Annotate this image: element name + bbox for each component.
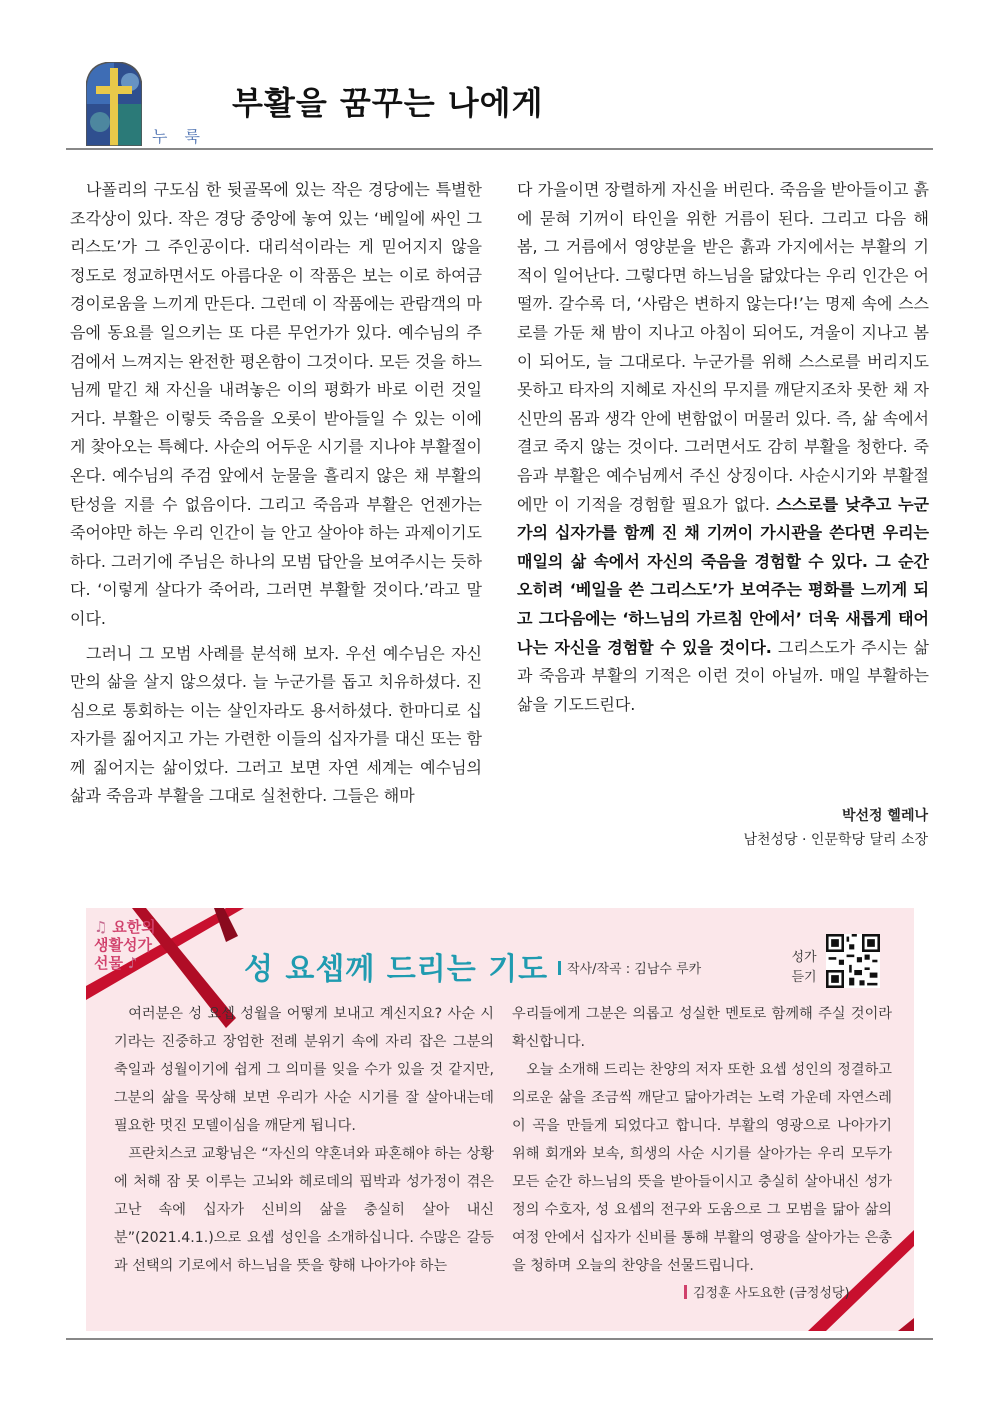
badge-line: 선물	[94, 954, 123, 972]
music-note-icon: ♫	[94, 918, 113, 936]
credit-text: 작사/작곡 : 김남수 루카	[567, 962, 702, 977]
author-name: 박선정 헬레나	[841, 808, 928, 824]
stained-glass-cross-icon	[86, 62, 142, 146]
article-emphasis: 스스로를 낮추고 누군가의 십자가를 함께 진 채 기꺼이 가시관을 쓴다면 우리는 매일의 삶 속에서 자신의 죽음을 경험할 수 있다. 그 순간 오히려 ‘베일을 쓴 그리스도’가 보여주는 평화를 느끼게 되고 그다음에는 ‘하느님의 가르침 안에서’ 더욱 새롭게 태어나는 자신을 경험할 수 있을 것이다.	[517, 494, 929, 657]
badge-line: 생활성가	[94, 936, 152, 954]
author-affiliation: 남천성당 · 인문학당 달리 소장	[743, 832, 928, 848]
top-divider	[66, 148, 933, 150]
qr-label: 성가 듣기	[791, 950, 817, 985]
badge-line: 요한의	[112, 918, 156, 936]
song-title: 성 요셉께 드리는 기도	[244, 952, 549, 987]
song-paragraph: 오늘 소개해 드리는 찬양의 저자 또한 요셉 성인의 정결하고 의로운 삶을 조금씩 깨닫고 닮아가려는 노력 가운데 자연스레 이 곡을 만들게 되었다고 합니다. 부활의 영광으로 나아가기 위해 회개와 보속, 희생의 사순 시기를 살아가는 우리 모두가 모든 순간 하느님의 뜻을 받아들이시고 충실히 살아내신 성가정의 수호자, 성 요셉의 전구와 도움으로 그 모범을 닮아 삶의 여정 안에서 십자가 신비를 통해 부활의 영광을 살아가는 은총을 청하며 오늘의 찬양을 선물드립니다.	[512, 1062, 892, 1274]
song-right-column	[512, 1000, 892, 1280]
section-label: 누 룩	[152, 127, 206, 146]
article-paragraph: 그러니 그 모범 사례를 분석해 보자. 우선 예수님은 자신만의 삶을 살지 않으셨다. 늘 누군가를 돕고 치유하셨다. 진심으로 통회하는 이는 살인자라도 용서하셨다. 한마디로 십자가를 짊어지고 가는 가련한 이들의 십자가를 대신 또는 함께 짊어지는 삶이었다. 그러고 보면 자연 세계는 예수님의 삶과 죽음과 부활을 그대로 실천한다. 그들은 해마	[70, 643, 482, 806]
article-text: 그리스도가 주시는 삶과 죽음과 부활의 기적은 이런 것이 아닐까. 매일 부활하는 삶을 기도드린다.	[517, 637, 929, 714]
article-left-column	[70, 176, 482, 811]
article-text: 다 가을이면 장렬하게 자신을 버린다. 죽음을 받아들이고 흙에 묻혀 기꺼이 타인을 위한 거름이 된다. 그리고 다음 해 봄, 그 거름에서 영양분을 받은 흙과 가지에서는 부활의 기적이 일어난다. 그렇다면 하느님을 닮았다는 우리 인간은 어떨까. 갈수록 더, ‘사람은 변하지 않는다!’는 명제 속에 스스로를 가둔 채 밤이 지나고 아침이 되어도, 겨울이 지나고 봄이 되어도, 늘 그대로다. 누군가를 위해 스스로를 버리지도 못하고 타자의 지혜로 자신의 무지를 깨닫지조차 못한 채 자신만의 몸과 생각 안에 변함없이 머물러 있다. 즉, 삶 속에서 결코 죽지 않는 것이다. 그러면서도 감히 부활을 청한다. 죽음과 부활은 예수님께서 주신 상징이다. 사순시기와 부활절에만 이 기적을 경험할 필요가 없다.	[517, 180, 929, 514]
article-paragraph	[517, 176, 929, 719]
song-credit	[558, 958, 701, 977]
song-left-column	[114, 1000, 494, 1280]
bottom-divider	[66, 1338, 933, 1340]
song-paragraph: 여러분은 성 요셉 성월을 어떻게 보내고 계신지요? 사순 시기라는 진중하고 장엄한 전례 분위기 속에 자리 잡은 그분의 축일과 성월이기에 쉽게 그 의미를 잊을 수가 있을 것 같지만, 그분의 삶을 묵상해 보면 우리가 사순 시기를 잘 살아내는데 필요한 멋진 모델이심을 깨닫게 됩니다.	[114, 1006, 494, 1134]
article-right-column	[517, 176, 929, 719]
song-gift-badge	[94, 918, 184, 972]
song-signature	[684, 1282, 850, 1301]
article-paragraph: 나폴리의 구도심 한 뒷골목에 있는 작은 경당에는 특별한 조각상이 있다. 작은 경당 중앙에 놓여 있는 ‘베일에 싸인 그리스도’가 그 주인공이다. 대리석이라는 게 믿어지지 않을 정도로 정교하면서도 아름다운 이 작품은 보는 이로 하여금 경이로움을 느끼게 만든다. 그런데 이 작품에는 관람객의 마음에 동요를 일으키는 또 다른 무언가가 있다. 예수님의 주검에서 느껴지는 완전한 평온함이 그것이다. 모든 것을 하느님께 맡긴 채 자신을 내려놓은 이의 평화가 바로 이런 것일 거다. 부활은 이렇듯 죽음을 오롯이 받아들일 수 있는 이에게 찾아오는 특혜다. 사순의 어두운 시기를 지나야 부활절이 온다. 예수님의 주검 앞에서 눈물을 흘리지 않은 채 부활의 탄성을 지를 수 없음이다. 그리고 죽음과 부활은 언젠가는 죽어야만 하는 우리 인간이 늘 안고 살아야 하는 과제이기도 하다. 그러기에 주님은 하나의 모범 답안을 보여주시는 듯하다. ‘이렇게 살다가 죽어라, 그러면 부활할 것이다.’라고 말이다.	[70, 180, 482, 628]
signature-marker	[684, 1285, 687, 1299]
music-note-icon: ♪	[122, 954, 138, 972]
song-paragraph: 프란치스코 교황님은 “자신의 약혼녀와 파혼해야 하는 상황에 처해 잠 못 이루는 고뇌와 헤로데의 핍박과 성가정이 겪은 고난 속에 십자가 신비의 삶을 충실히 살아 내신 분”(2021.4.1.)으로 요셉 성인을 소개하십니다. 수많은 갈등과 선택의 기로에서 하느님을 뜻을 향해 나아가야 하는	[114, 1146, 494, 1274]
author-block	[743, 804, 928, 852]
credit-marker	[558, 961, 561, 975]
qr-code-icon[interactable]	[826, 934, 880, 988]
page-title: 부활을 꿈꾸는 나에게	[232, 84, 544, 122]
song-paragraph: 우리들에게 그분은 의롭고 성실한 멘토로 함께해 주실 것이라 확신합니다.	[512, 1006, 892, 1050]
signature-text: 김정훈 사도요한 (금정성당)	[693, 1286, 850, 1301]
song-box	[86, 908, 914, 1331]
